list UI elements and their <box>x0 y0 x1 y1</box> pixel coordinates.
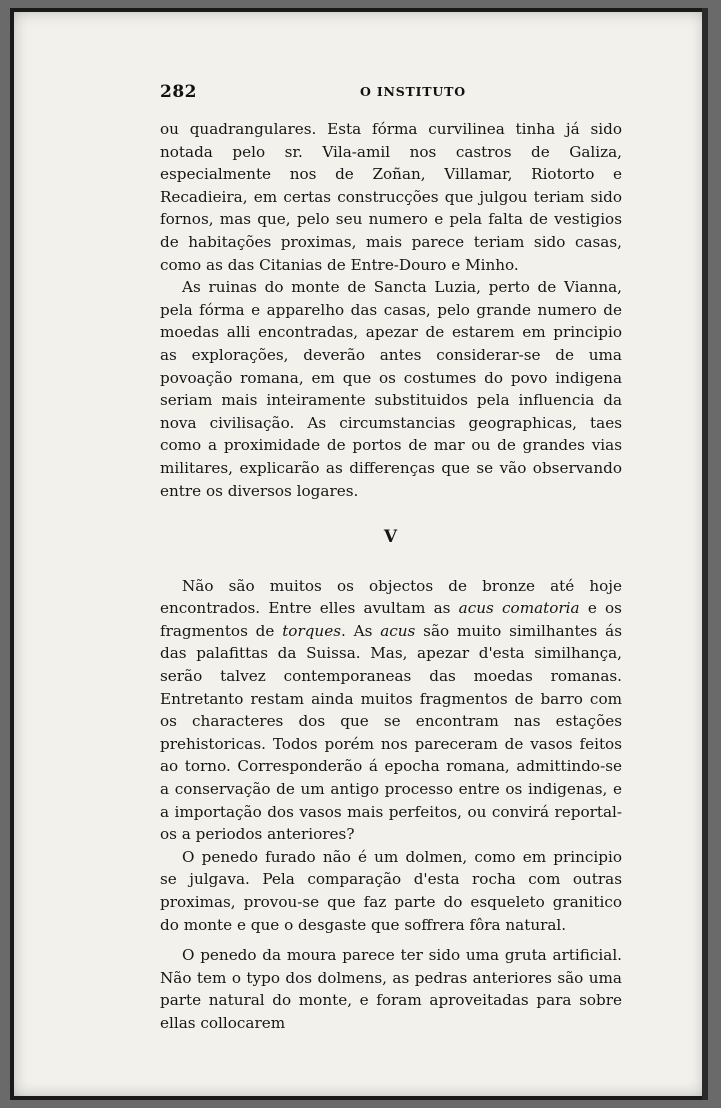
paragraph-penedo-moura: O penedo da moura parece ter sido uma gruta artificial. Não tem o typo dos dolmens, as pedras anteriores são uma parte natural do monte, e foram aproveitadas para sobre ellas collocarem <box>160 946 622 1032</box>
paragraph-bronze-objects <box>160 575 622 846</box>
book-page <box>10 8 708 1100</box>
text-run: . As <box>341 621 381 640</box>
paragraph-sancta-luzia: As ruinas do monte de Sancta Luzia, perto de Vianna, pela fórma e apparelho das casas, pelo grande numero de moedas alli encontradas, apezar de estarem em principio as explorações, deverão antes considerar-se de uma povoação romana, em que os costumes do povo indigena seriam mais inteiramente substituidos pela influencia da nova civilisação. As circumstancias geographicas, taes como a proximidade de portos de mar ou de grandes vias militares, explicarão as differenças que se vão observando entre os diversos logares. <box>160 278 622 500</box>
section-heading: V <box>383 527 399 548</box>
text-run: Não são muitos os objectos de bronze até hoje encontrados. Entre elles avultam as <box>160 576 622 618</box>
body-text <box>160 118 622 1035</box>
page-number: 282 <box>160 82 197 102</box>
italic-term-torques: torques <box>282 621 341 640</box>
paragraph-penedo-furado: O penedo furado não é um dolmen, como em principio se julgava. Pela comparação d'esta rocha com outras proximas, provou-se que faz parte do esqueleto granitico do monte e que o desgaste que soffrera fôra natural. <box>160 847 622 934</box>
page-edge-shadow <box>702 8 708 1100</box>
paragraph-continued: ou quadrangulares. Esta fórma curvilinea tinha já sido notada pelo sr. Vila-amil nos castros de Galiza, especialmente nos de Zoñan, Villamar, Riotorto e Recadieira, em certas construcções que julgou teriam sido fornos, mas que, pelo seu numero e pela falta de vestigios de habitações proximas, mais parece teriam sido casas, como as das Citanias de Entre-Douro e Minho. <box>160 120 622 274</box>
running-title: O INSTITUTO <box>360 84 466 99</box>
italic-term-acus: acus <box>380 621 416 640</box>
text-run: e os fragmentos de <box>160 599 622 640</box>
italic-term-acus-comatoria: acus comatoria <box>458 599 580 618</box>
text-run: são muito similhantes ás das palafittas da Suissa. Mas, apezar d'esta similhança, serão talvez contemporaneas das moedas romanas. Entretanto restam ainda muitos fragmentos de barro com os characteres dos que se encontram nas estações prehistoricas. Todos porém nos pareceram de vasos feitos ao torno. Corresponderão á epocha romana, admittindo-se a conservação de um antigo processo entre os indigenas, e a importação dos vasos mais perfeitos, ou convirá reportal-os a periodos anteriores? <box>160 621 622 844</box>
